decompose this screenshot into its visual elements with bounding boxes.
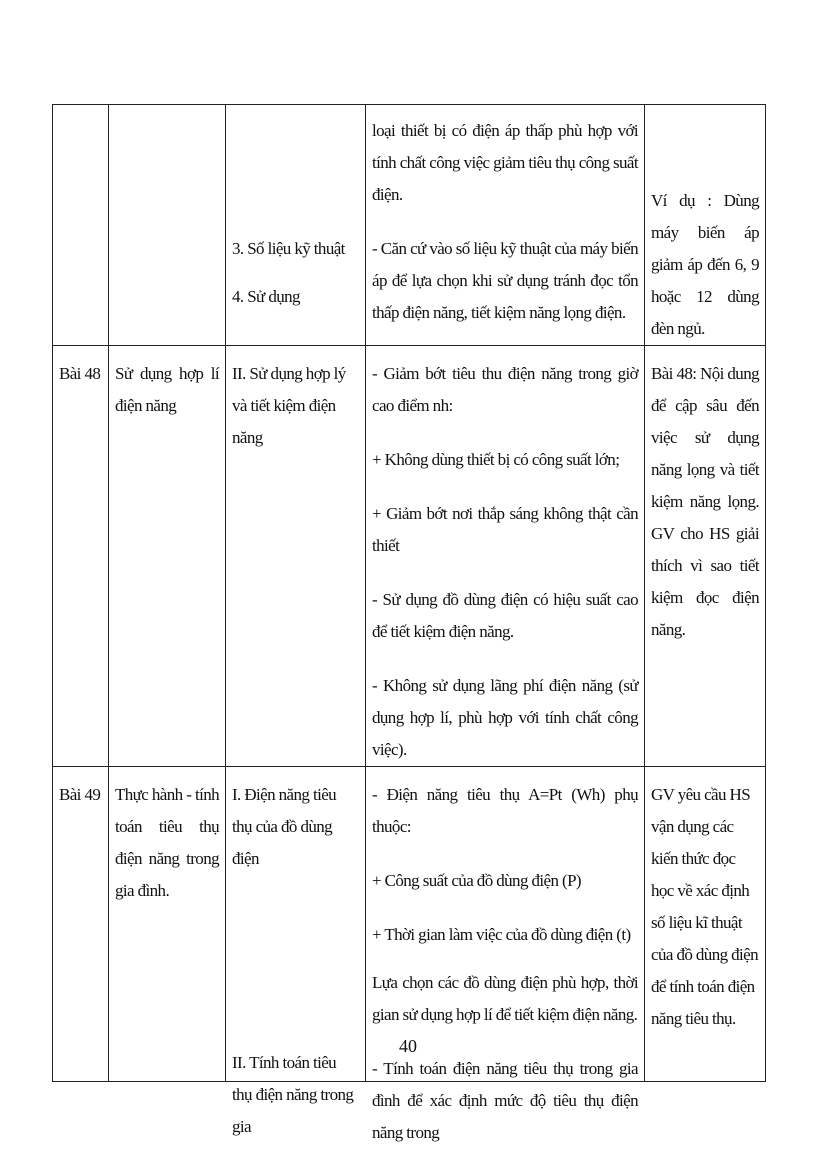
content-paragraph: + Công suất của đồ dùng điện (P) [372,871,581,890]
content-paragraph: - Tính toán điện năng tiêu thụ trong gia đình để xác định mức độ tiêu thụ điện năng trong [372,1059,638,1142]
content-paragraph: Lựa chọn các đồ dùng điện phù hợp, thời gian sử dụng hợp lí để tiết kiệm điện năng. [372,973,638,1024]
note-text: Ví dụ : Dùng máy biến áp giảm áp đến 6, 9 hoặc 12 dùng đèn ngủ. [651,191,759,338]
content-paragraph: loại thiết bị có điện áp thấp phù hợp với tính chất công việc giảm tiêu thụ công suất điện. [372,121,638,204]
section-cell [226,767,366,1136]
content-paragraph: + Giảm bớt nơi thắp sáng không thật cần thiết [372,504,638,555]
content-paragraph: - Điện năng tiêu thụ A=Pt (Wh) phụ thuộc: [372,785,638,836]
section-cell [226,346,366,767]
lesson-number: Bài 48 [59,364,101,383]
content-paragraph: - Sử dụng đồ dùng điện có hiệu suất cao để tiết kiệm điện năng. [372,590,638,641]
section-heading: 4. Sử dụng [232,287,300,306]
content-paragraph: + Không dùng thiết bị có công suất lớn; [372,450,620,469]
section-cell [226,105,366,346]
content-paragraph: - Giảm bớt tiêu thu điện năng trong giờ cao điểm nh: [372,364,638,415]
lesson-title: Sử dụng hợp lí điện năng [115,364,219,415]
lesson-cell [53,346,109,767]
content-cell [366,346,645,767]
content-paragraph: - Căn cứ vào số liệu kỹ thuật của máy biến áp để lựa chọn khi sử dụng tránh đọc tổn thấp điện năng, tiết kiệm năng lọng điện. [372,239,638,322]
section-heading: II. Sử dụng hợp lý và tiết kiệm điện năng [232,364,346,447]
lesson-cell [53,105,109,346]
note-cell [645,767,766,1082]
content-cell [366,105,645,346]
page-number: 40 [399,1036,417,1056]
note-cell [645,346,766,767]
table-row [53,105,766,346]
lesson-number: Bài 49 [59,785,101,804]
content-paragraph: + Thời gian làm việc của đồ dùng điện (t) [372,925,631,944]
section-heading: 3. Số liệu kỹ thuật [232,239,345,258]
lesson-plan-table [52,104,766,1142]
note-cell [645,105,766,346]
lesson-title: Thực hành - tính toán tiêu thụ điện năng trong gia đình. [115,785,219,900]
section-heading: I. Điện năng tiêu thụ của đồ dùng điện [232,785,337,868]
content-cell [366,767,645,1142]
table-row [53,346,766,767]
content-paragraph: - Không sử dụng lãng phí điện năng (sử dụng hợp lí, phù hợp với tính chất công việc). [372,676,638,759]
title-cell [109,767,226,1082]
title-cell [109,105,226,346]
title-cell [109,346,226,767]
note-text: GV yêu cầu HS vận dụng các kiến thức đọc học về xác định số liệu kĩ thuật của đồ dùng điện để tính toán điện năng tiêu thụ. [651,785,759,1028]
section-heading: II. Tính toán tiêu thụ điện năng trong gia [232,1053,354,1136]
note-text: Bài 48: Nội dung để cập sâu đến việc sử dụng năng lọng và tiết kiệm năng lọng. GV cho HS giải thích vì sao tiết kiệm đọc điện năng. [651,364,759,639]
table-row [53,767,766,1082]
lesson-cell [53,767,109,1082]
